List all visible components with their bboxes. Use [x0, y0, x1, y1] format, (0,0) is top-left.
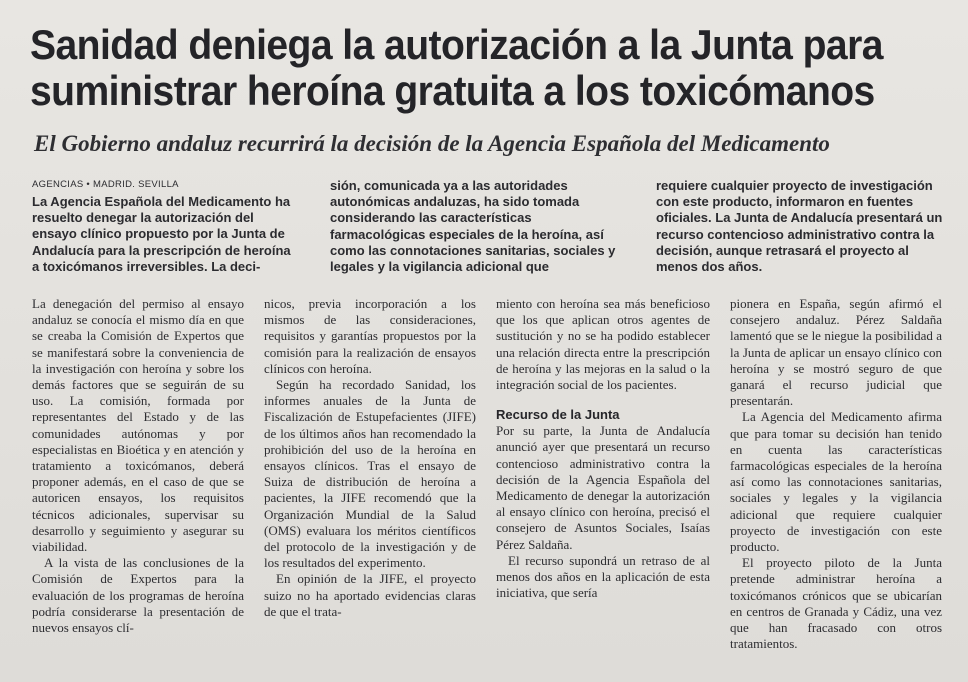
- lede-column-3: requiere cualquier proyecto de investigación con este producto, informaron en fuentes oficiales. La Junta de Andalucía presentará un recurso contencioso administrativo contra la decisión, aunque retrasará el proyecto al menos dos años.: [656, 178, 943, 275]
- subheadline: El Gobierno andaluz recurrirá la decisión de la Agencia Española del Medicamento: [34, 131, 830, 156]
- body-paragraph: El recurso supondrá un retraso de al menos dos años en la aplicación de esta iniciativa, que sería: [496, 552, 710, 601]
- lede-column-2: sión, comunicada ya a las autoridades autonómicas andaluzas, ha sido tomada considerando las características farmacológicas especiales de la heroína, así como las connotaciones sanitarias, sociales y legales y la vigilancia adicional que: [330, 178, 616, 275]
- byline-credit: AGENCIAS • MADRID. SEVILLA: [32, 179, 179, 190]
- body-paragraph: Según ha recordado Sanidad, los informes anuales de la Junta de Fiscalización de Estupefacientes (JIFE) de los últimos años han recomendado la prohibición del uso de la heroína en ensayos clínicos. Tras el ensayo de Suiza de distribución de heroína a pacientes, la JIFE recomendó que la Organización Mundial de la Salud (OMS) evaluara los méritos científicos del protocolo de la investigación y de los resultados del experimento.: [264, 377, 476, 571]
- headline: [30, 22, 886, 114]
- section-subheading: Recurso de la Junta: [496, 407, 620, 423]
- body-column-4: [730, 296, 942, 676]
- body-paragraph: La Agencia del Medicamento afirma que para tomar su decisión han tenido en cuenta las características farmacológicas especiales de la heroína así como las connotaciones sanitarias, sociales y legales y la vigilancia adicional que requiere cualquier proyecto de investigación con este producto.: [730, 409, 942, 555]
- body-column-3: [496, 296, 710, 676]
- headline-line-1: Sanidad deniega la autorización a la Junta para: [30, 21, 883, 68]
- body-paragraph: nicos, previa incorporación a los mismos de las consideraciones, requisitos y garantías propuestos por la comisión para la realización de ensayos clínicos con heroína.: [264, 296, 476, 376]
- body-paragraph: La denegación del permiso al ensayo andaluz se conocía el mismo día en que se creaba la Comisión de Expertos que se manifestará sobre la conveniencia de la investigación con heroína y sobre los demás factores que se seguirán de su uso. La comisión, formada por representantes del Estado y de las comunidades autónomas y por especialistas en Bioética y en atención y tratamiento a toxicómanos, deberá proponer además, en el caso de que se autoricen ensayos, los requisitos técnicos adicionales, supervisar su desarrollo y seguimiento y asegurar su viabilidad.: [32, 296, 244, 555]
- lede-text: La Agencia Española del Medicamento ha resuelto denegar la autorización del ensayo clínico propuesto por la Junta de Andalucía para la prescripción de heroína a toxicómanos irreversibles. La deci-: [32, 194, 291, 274]
- headline-line-2: suministrar heroína gratuita a los toxicómanos: [30, 67, 875, 114]
- body-paragraph: En opinión de la JIFE, el proyecto suizo no ha aportado evidencias claras de que el trata-: [264, 571, 476, 619]
- lede-column-1: [32, 178, 300, 282]
- lede: [32, 178, 942, 282]
- body-paragraph: pionera en España, según afirmó el consejero andaluz. Pérez Saldaña lamentó que se le niegue la posibilidad a la Junta de aplicar un ensayo clínico con heroína y se mostró seguro de que ganará el recurso judicial que presentarán.: [730, 296, 942, 409]
- body-column-1: [32, 296, 244, 676]
- body-column-2: [264, 296, 476, 676]
- body-paragraph: El proyecto piloto de la Junta pretende administrar heroína a toxicómanos crónicos que se ubicarían en centros de Granada y Cádiz, una vez que han fracasado con otros tratamientos.: [730, 555, 942, 652]
- body-paragraph: miento con heroína sea más beneficioso que los que aplican otros agentes de sustitución y no se ha podido establecer una relación directa entre la prescripción de heroína y las mejoras en la salud o la integración social de los pacientes.: [496, 296, 710, 393]
- article-body: [32, 296, 944, 676]
- body-paragraph: Por su parte, la Junta de Andalucía anunció ayer que presentará un recurso contencioso administrativo contra la decisión de la Agencia Española del Medicamento de denegar la autorización al ensayo clínico con heroína, precisó el consejero de Asuntos Sociales, Isaías Pérez Saldaña.: [496, 423, 710, 552]
- body-paragraph: A la vista de las conclusiones de la Comisión de Expertos para la evaluación de los programas de heroína podría considerarse la presentación de nuevos ensayos clí-: [32, 555, 244, 636]
